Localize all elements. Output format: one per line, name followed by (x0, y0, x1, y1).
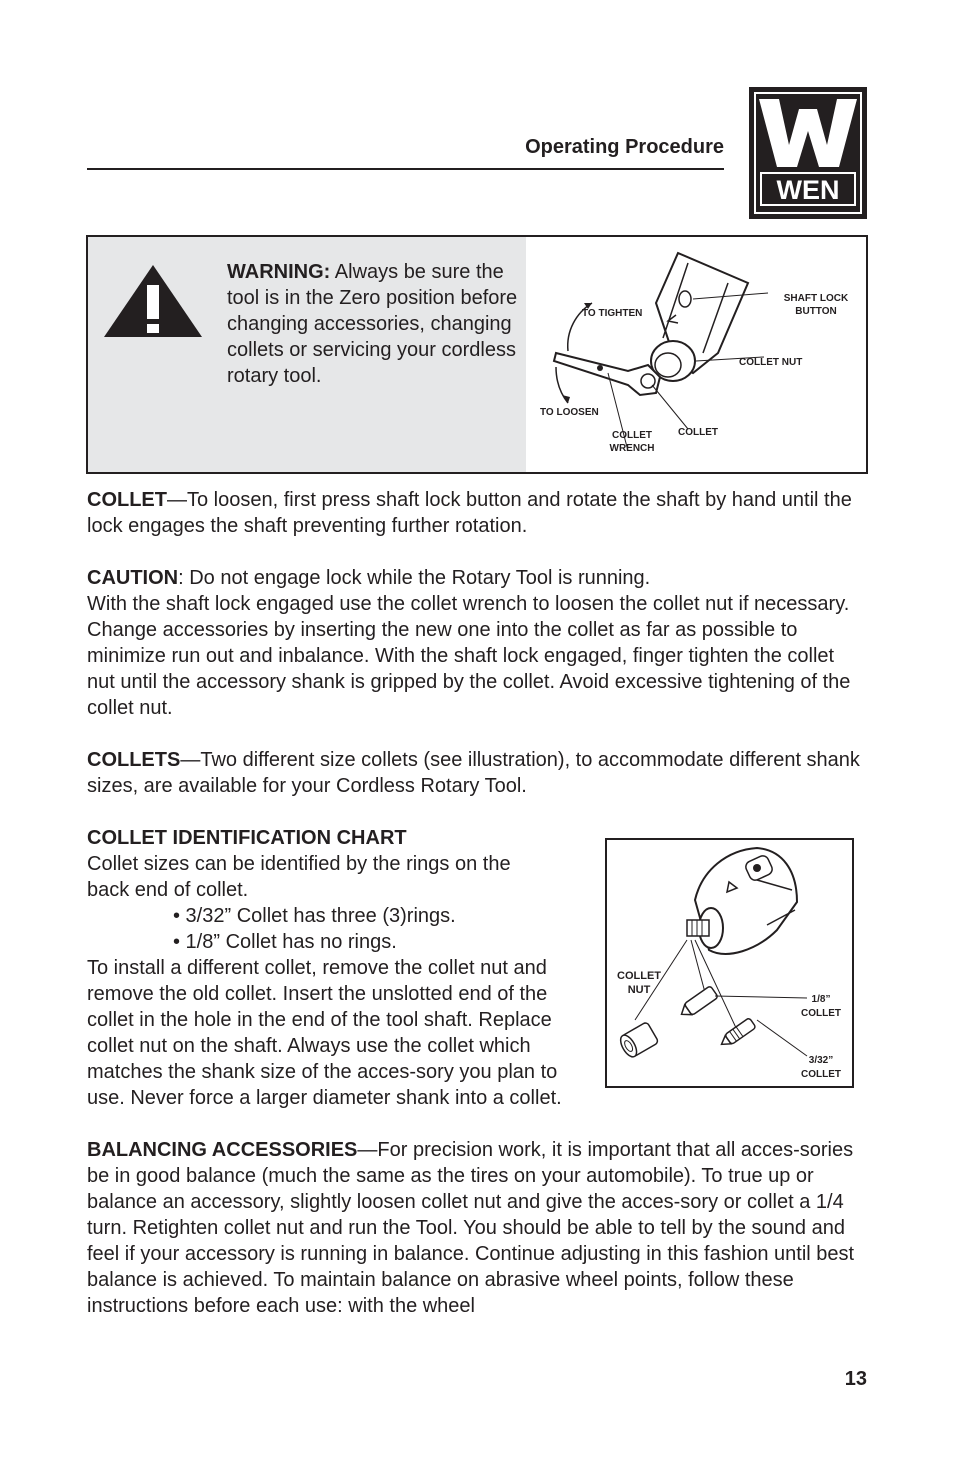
chart-bullet-3-32: • 3/32” Collet has three (3)rings. (173, 905, 456, 927)
warning-text (227, 259, 523, 389)
collet-paragraph (87, 487, 867, 539)
label-to-tighten: TO TIGHTEN (582, 308, 643, 319)
chart-install-text: To install a different collet, remove the collet nut and remove the old collet. Insert the unslotted end of the collet in the hole in the end of the tool shaft. Replace collet nut on the shaft. Always use the collet which matches the shank size of the acces-sory you plan to use. Never force a larger diameter shank into a collet. (87, 957, 562, 1109)
wen-logo (749, 87, 867, 219)
balancing-text: —For precision work, it is important that all acces-sories be in good balance (much the same as the tires on your automobile). To true up or balance an accessory, slightly loosen collet nut and give the acces-sory or collet a 1/4 turn. Retighten collet nut and run the Tool. You should be able to tell by the sound and feel if your accessory is running in balance. Continue adjusting in this fashion until best balance is achieved. To maintain balance on abrasive wheel points, follow these instructions before each use: with the wheel (87, 1139, 855, 1317)
collets-paragraph (87, 747, 867, 799)
warning-panel (88, 237, 526, 472)
warning-body: Always be sure the tool is in the Zero position before changing accessories, changing collets or servicing your cordless rotary tool. (227, 261, 518, 387)
logo-text: WEN (776, 175, 840, 205)
chart-intro: Collet sizes can be identified by the rings on the back end of collet. (87, 853, 511, 901)
balancing-paragraph (87, 1137, 867, 1319)
warning-label: WARNING: (227, 261, 331, 283)
collets-label: COLLETS (87, 749, 181, 771)
collets-text: —Two different size collets (see illustration), to accommodate different shank sizes, are available for your Cordless Rotary Tool. (87, 749, 860, 797)
label-collet-nut: COLLET NUT (739, 357, 803, 368)
label-collet: COLLET (678, 427, 718, 438)
label-shaft-lock-1: SHAFT LOCK (783, 293, 849, 304)
caution-body: With the shaft lock engaged use the collet wrench to loosen the collet nut if necessary. Change accessories by inserting the new one into the collet as far as possible to minimize run out and inbalance. With the shaft lock engaged, finger tighten the collet nut until the accessory shank is gripped by the collet. Avoid excessive tightening of the collet nut. (87, 593, 851, 719)
warning-triangle-icon (102, 263, 204, 339)
chart-bullet-1-8: • 1/8” Collet has no rings. (173, 931, 397, 953)
balancing-label: BALANCING ACCESSORIES (87, 1139, 358, 1161)
collet-chart-section (87, 825, 587, 1111)
label-3-32-2: COLLET (801, 1069, 841, 1080)
section-title: Operating Procedure (525, 136, 724, 158)
page-number: 13 (844, 1368, 867, 1390)
label-collet-nut-2: NUT (627, 984, 651, 996)
label-to-loosen: TO LOOSEN (540, 407, 599, 418)
warning-box (86, 235, 868, 474)
label-1-8-2: COLLET (801, 1008, 841, 1019)
caution-paragraph (87, 565, 867, 721)
label-collet-nut-1: COLLET (617, 970, 661, 982)
label-collet-wrench-1: COLLET (612, 430, 652, 441)
chart-heading: COLLET IDENTIFICATION CHART (87, 827, 407, 849)
caution-text: : Do not engage lock while the Rotary Tool is running. (178, 567, 651, 589)
collet-label: COLLET (87, 489, 167, 511)
label-collet-wrench-2: WRENCH (609, 443, 655, 454)
collet-wrench-diagram (528, 243, 864, 468)
collet-identification-diagram (605, 838, 854, 1088)
collet-text: —To loosen, first press shaft lock button and rotate the shaft by hand until the lock engages the shaft preventing further rotation. (87, 489, 852, 537)
header-divider (87, 168, 724, 170)
label-3-32-1: 3/32” (808, 1055, 834, 1066)
label-1-8-1: 1/8” (811, 994, 831, 1005)
label-shaft-lock-2: BUTTON (795, 306, 837, 317)
caution-label: CAUTION (87, 567, 179, 589)
